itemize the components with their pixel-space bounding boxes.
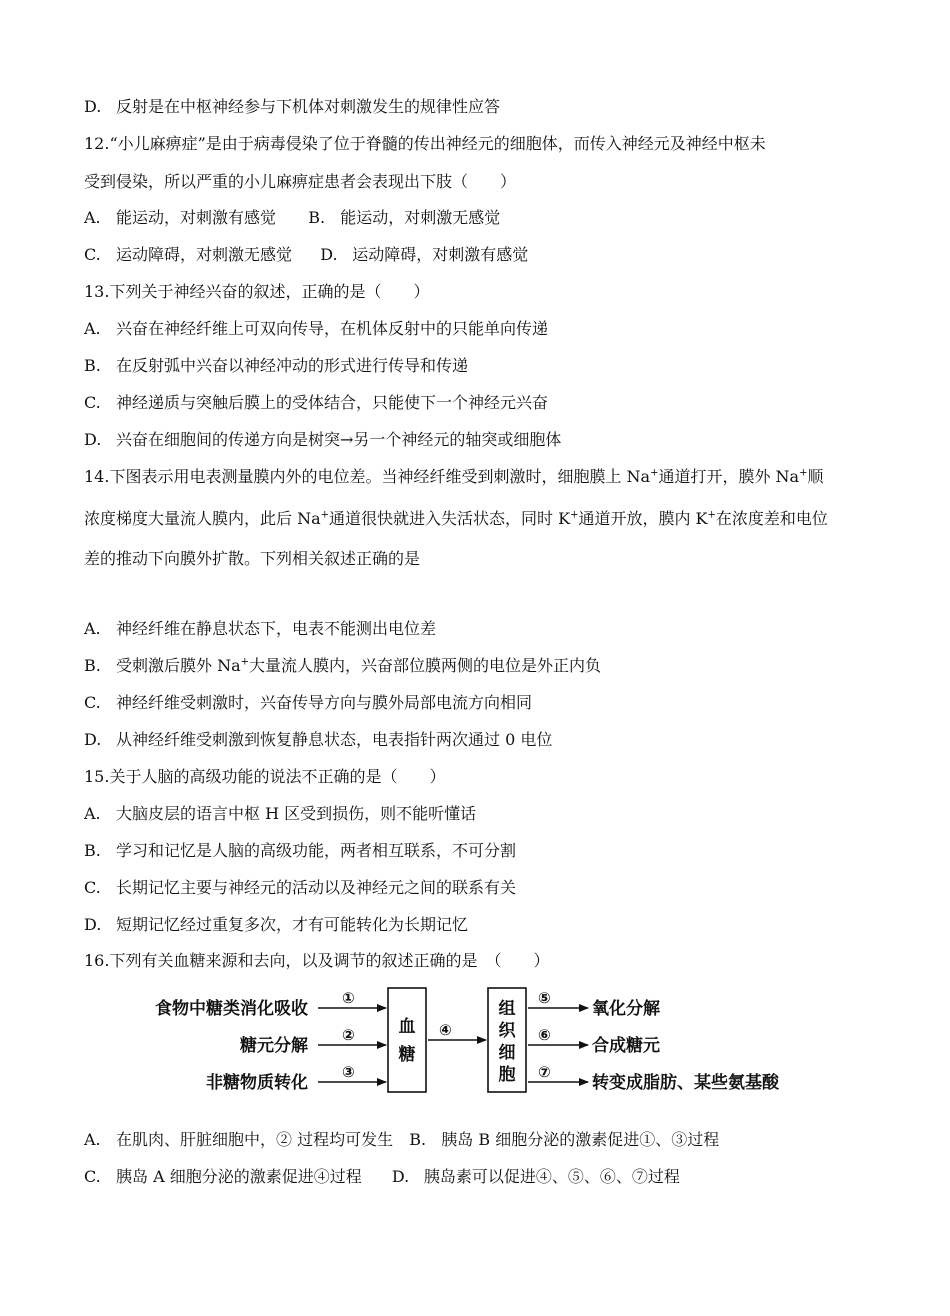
q16-options-ab: A. 在肌肉、肝脏细胞中，② 过程均可发生 B. 胰岛 B 细胞分泌的激素促进①、③过程 [84, 1130, 720, 1149]
source-non-sugar: 非糖物质转化 [206, 1073, 308, 1093]
q14-stem-line2: 浓度梯度大量流人膜内，此后 Na+通道很快就进入失活状态，同时 K+通道开放，膜内 K+在浓度差和电位 [84, 509, 828, 528]
box2-char4: 胞 [498, 1065, 516, 1085]
q12-option-d: 运动障碍，对刺激有感觉 [352, 245, 529, 264]
label-2: ② [342, 1026, 355, 1044]
q16-options-cd: C. 胰岛 A 细胞分泌的激素促进④过程 D. 胰岛素可以促进④、⑤、⑥、⑦过程 [84, 1167, 680, 1186]
output-oxidation: 氧化分解 [592, 999, 660, 1019]
box2-char2: 织 [498, 1021, 516, 1041]
box1-char1: 血 [398, 1017, 416, 1037]
q14-option-c: C. 神经纤维受刺激时，兴奋传导方向与膜外局部电流方向相同 [84, 693, 533, 712]
q11-option-d: D. 反射是在中枢神经参与下机体对刺激发生的规律性应答 [84, 97, 501, 116]
q14-option-d: D. 从神经纤维受刺激到恢复静息状态，电表指针两次通过 0 电位 [84, 730, 553, 749]
q15-option-b: B. 学习和记忆是人脑的高级功能，两者相互联系，不可分割 [84, 841, 517, 860]
blood-glucose-box [388, 988, 426, 1092]
source-glycogen: 糖元分解 [240, 1036, 308, 1056]
box1-char2: 糖 [398, 1045, 416, 1065]
label-1: ① [342, 989, 355, 1007]
q15-option-a: A. 大脑皮层的语言中枢 H 区受到损伤，则不能听懂话 [84, 804, 477, 823]
q13-stem: 13.下列关于神经兴奋的叙述，正确的是（ ） [84, 282, 430, 301]
label-4: ④ [439, 1021, 452, 1039]
q12-stem-line1: 12.“小儿麻痹症”是由于病毒侵染了位于脊髓的传出神经元的细胞体，而传入神经元及神经中枢未 [84, 134, 766, 153]
q12-option-b: 能运动，对刺激无感觉 [340, 208, 501, 227]
q13-option-a: A. 兴奋在神经纤维上可双向传导，在机体反射中的只能单向传递 [84, 319, 549, 338]
q15-option-d: D. 短期记忆经过重复多次，才有可能转化为长期记忆 [84, 915, 469, 934]
q12-options-ab: A. 能运动，对刺激有感觉 B. 能运动，对刺激无感觉 [84, 208, 501, 227]
q14-stem-line1: 14.下图表示用电表测量膜内外的电位差。当神经纤维受到刺激时，细胞膜上 Na+通道打开，膜外 Na+顺 [84, 467, 824, 486]
label-6: ⑥ [538, 1026, 551, 1044]
q15-option-c: C. 长期记忆主要与神经元的活动以及神经元之间的联系有关 [84, 878, 517, 897]
q12-stem-line2: 受到侵染，所以严重的小儿麻痹症患者会表现出下肢（ ） [84, 172, 517, 191]
q12-option-a: 能运动，对刺激有感觉 [116, 208, 277, 227]
box2-char3: 细 [498, 1043, 516, 1063]
q16-option-c: 胰岛 A 细胞分泌的激素促进④过程 [116, 1167, 362, 1186]
q12-option-c: 运动障碍，对刺激无感觉 [116, 245, 293, 264]
q13-option-b: B. 在反射弧中兴奋以神经冲动的形式进行传导和传递 [84, 356, 469, 375]
q16-option-b: 胰岛 B 细胞分泌的激素促进①、③过程 [441, 1130, 720, 1149]
q14-option-a: A. 神经纤维在静息状态下，电表不能测出电位差 [84, 619, 437, 638]
source-digestion: 食物中糖类消化吸收 [155, 999, 308, 1019]
blood-glucose-diagram [110, 984, 850, 1096]
output-glycogen: 合成糖元 [592, 1036, 660, 1056]
q16-stem: 16.下列有关血糖来源和去向，以及调节的叙述正确的是 （ ） [84, 951, 550, 970]
q15-stem: 15.关于人脑的高级功能的说法不正确的是（ ） [84, 767, 446, 786]
label-5: ⑤ [538, 989, 551, 1007]
label-7: ⑦ [538, 1063, 551, 1081]
box2-char1: 组 [498, 999, 516, 1019]
q12-options-cd: C. 运动障碍，对刺激无感觉 D. 运动障碍，对刺激有感觉 [84, 245, 529, 264]
output-fat-amino: 转变成脂肪、某些氨基酸 [592, 1073, 779, 1093]
q16-option-a: 在肌肉、肝脏细胞中，② 过程均可发生 [116, 1130, 394, 1149]
q13-option-d: D. 兴奋在细胞间的传递方向是树突→另一个神经元的轴突或细胞体 [84, 430, 562, 449]
q14-option-b: B. 受刺激后膜外 Na+大量流人膜内，兴奋部位膜两侧的电位是外正内负 [84, 656, 602, 675]
label-3: ③ [342, 1063, 355, 1081]
q16-option-d: 胰岛素可以促进④、⑤、⑥、⑦过程 [423, 1167, 680, 1186]
q13-option-c: C. 神经递质与突触后膜上的受体结合，只能使下一个神经元兴奋 [84, 393, 549, 412]
q14-stem-line3: 差的推动下向膜外扩散。下列相关叙述正确的是 [84, 549, 421, 568]
